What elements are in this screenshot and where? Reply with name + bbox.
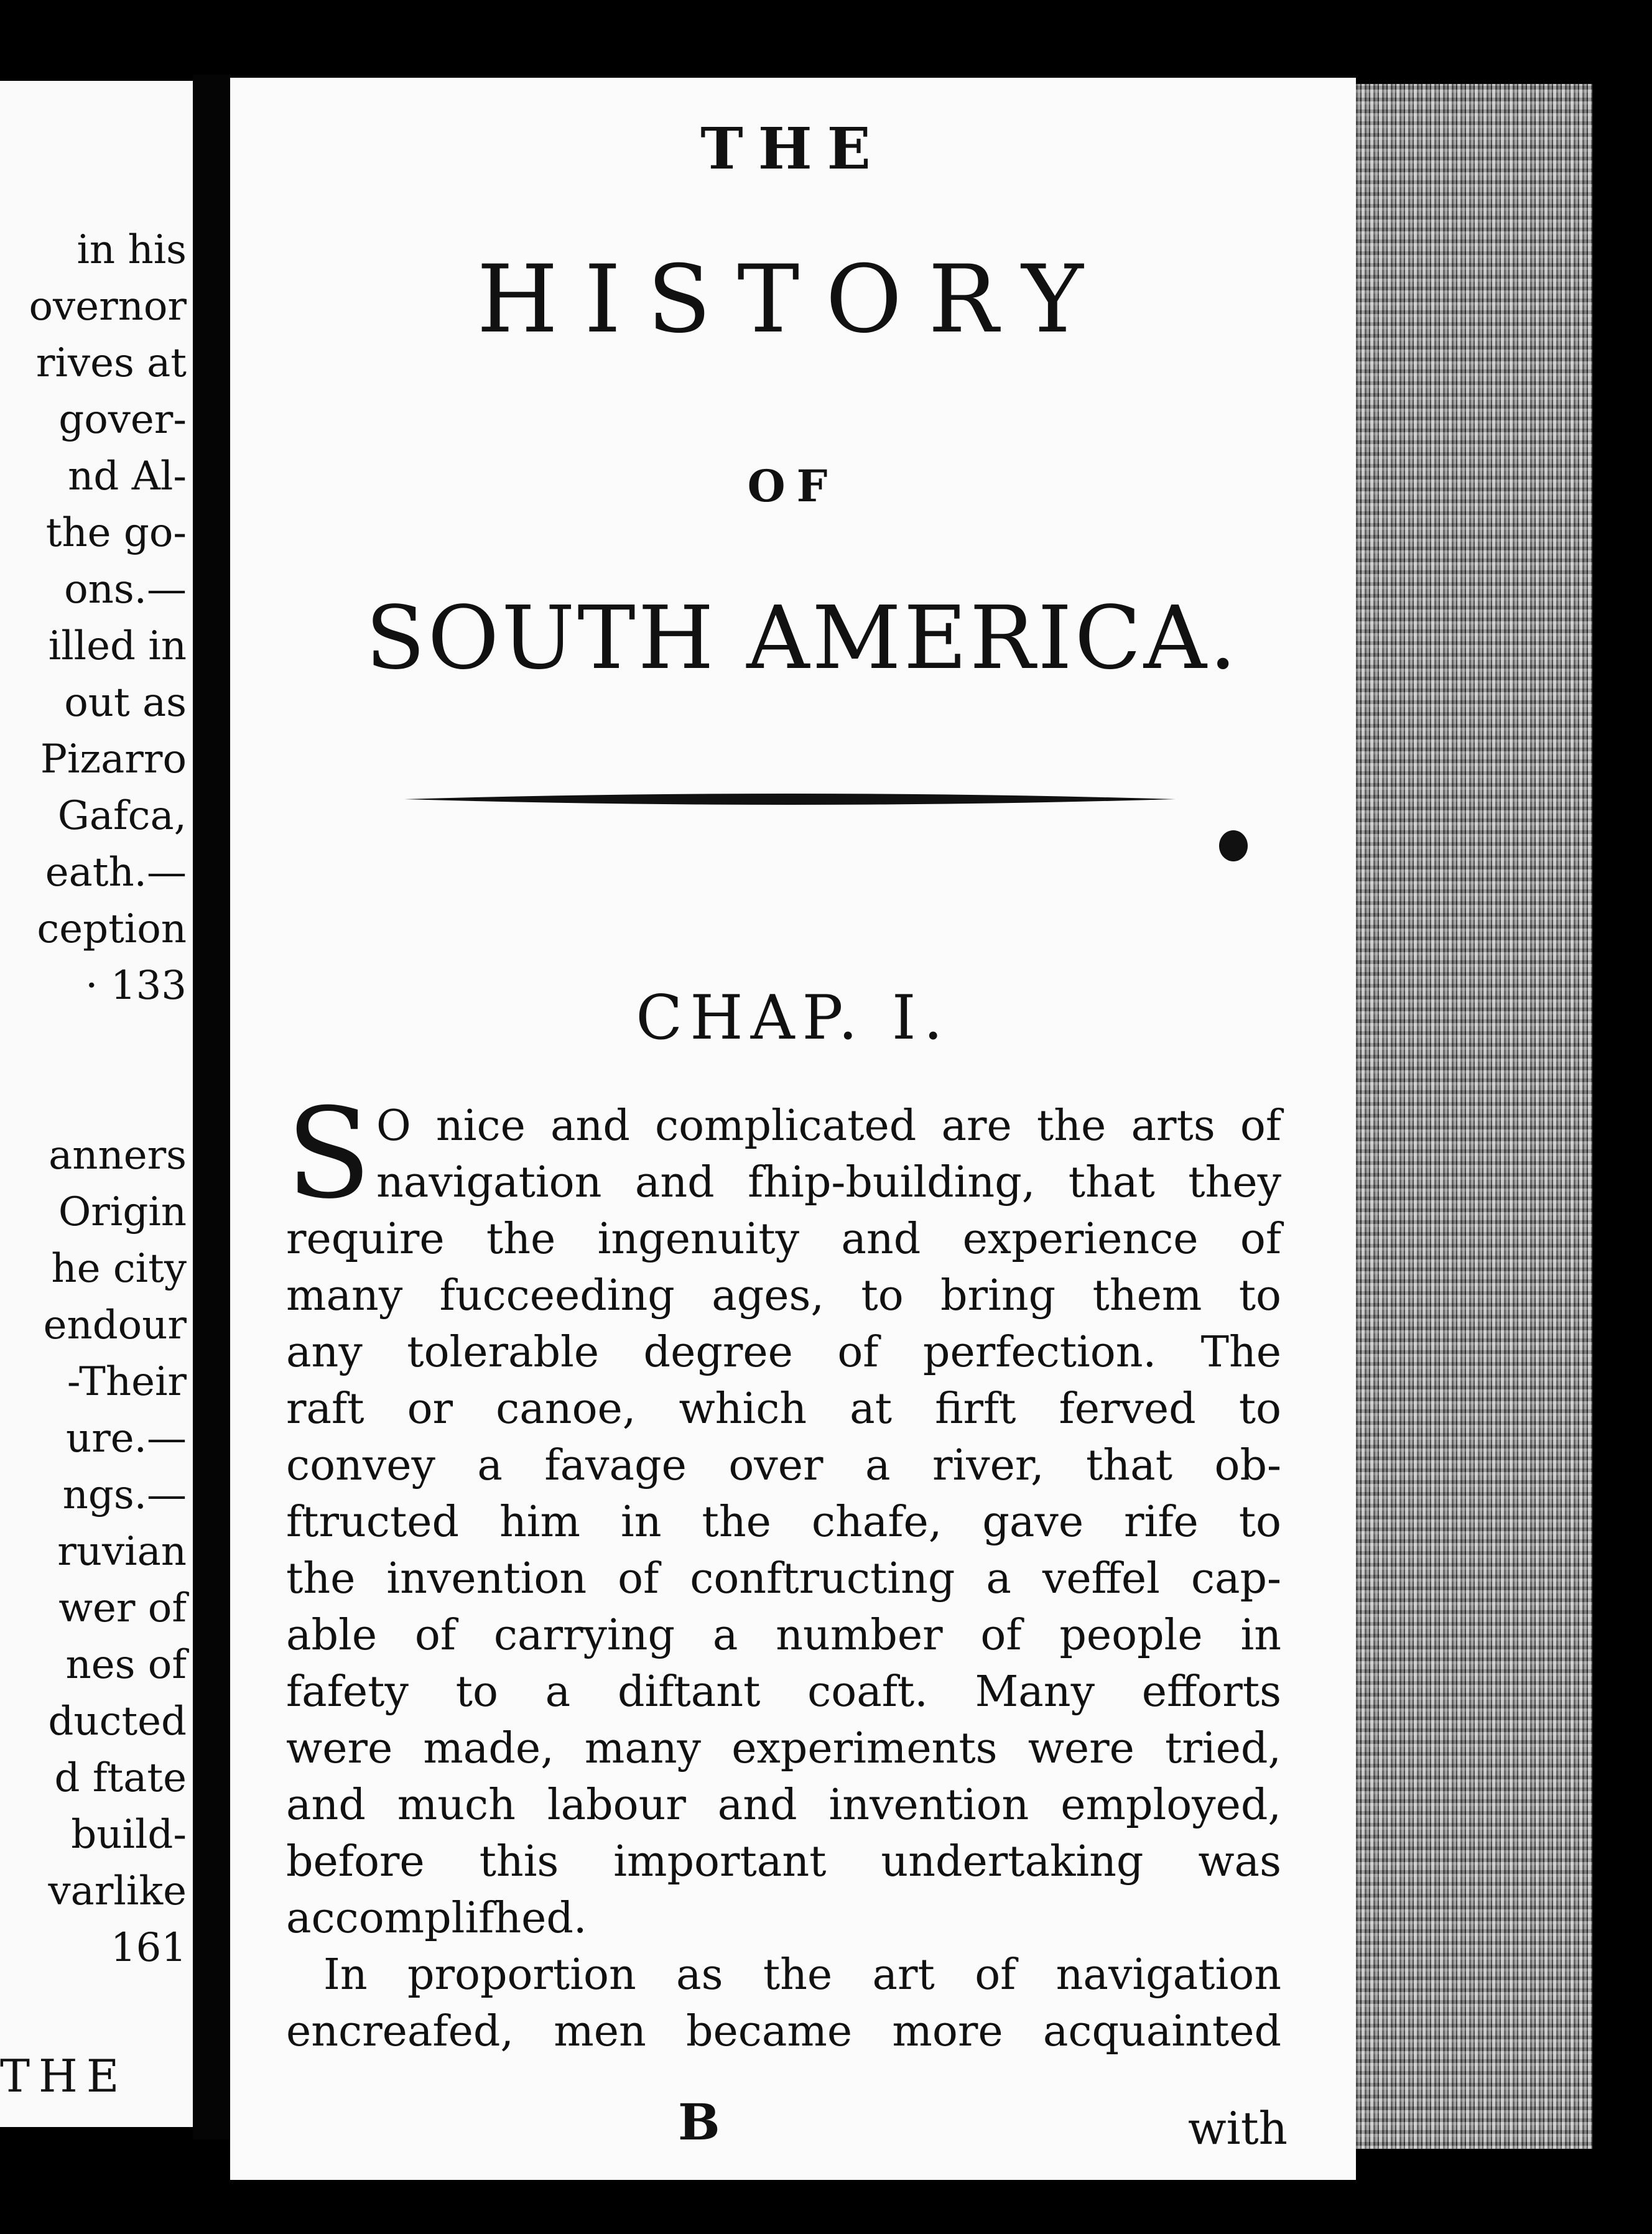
text-line: before this important undertaking was [286, 1837, 1281, 1886]
left-page-line: ure.— [65, 1416, 187, 1462]
text-line: many fucceeding ages, to bring them to [286, 1271, 1281, 1320]
left-page-line: illed in [48, 623, 187, 669]
body-text [286, 1082, 1281, 2060]
left-page-line: Pizarro [40, 736, 187, 782]
facing-page-left [0, 81, 193, 2127]
left-page-line: · 133 [85, 963, 187, 1009]
left-page-line: rives at [35, 340, 187, 386]
left-page-line: 161 [110, 1925, 187, 1971]
text-line: able of carrying a number of people in [286, 1611, 1281, 1660]
text-line: were made, many experiments were tried, [286, 1724, 1281, 1773]
title-of: OF [747, 460, 839, 512]
left-page-line: gover- [58, 397, 187, 443]
left-page-line: overnor [29, 284, 187, 330]
left-catchword: THE [0, 2050, 128, 2102]
left-page-line: ons.— [64, 567, 187, 613]
text-line: raft or canoe, which at firft ferved to [286, 1384, 1281, 1434]
drop-cap: S [286, 1082, 372, 1226]
text-line: accomplifhed. [286, 1894, 587, 1943]
text-line: and much labour and invention employed, [286, 1781, 1281, 1830]
left-page-line: -Their [67, 1359, 187, 1405]
signature-mark: B [678, 2093, 720, 2151]
text-line: encreafed, men became more acquainted [286, 2007, 1281, 2056]
left-page-line: d ftate [54, 1755, 187, 1801]
text-line: In proportion as the art of navigation [323, 1950, 1281, 2000]
left-page-line: in his [77, 227, 187, 273]
left-page-line: ducted [48, 1699, 187, 1745]
title-history: HISTORY [476, 246, 1110, 354]
text-line: require the ingenuity and experience of [286, 1215, 1281, 1264]
left-page-line: ngs.— [62, 1472, 187, 1518]
left-page-line: Gafca, [57, 793, 187, 839]
text-line: the invention of conftructing a veffel cap- [286, 1554, 1281, 1603]
left-page-line: Origin [58, 1189, 187, 1235]
title-the: THE [700, 115, 886, 182]
text-line: any tolerable degree of perfection. The [286, 1328, 1281, 1377]
text-line: O nice and complicated are the arts of [376, 1101, 1281, 1151]
left-page-line: the go- [45, 510, 187, 556]
catchword: with [1188, 2102, 1288, 2154]
left-page-line: endour [43, 1302, 187, 1348]
text-line: ftructed him in the chafe, gave rife to [286, 1498, 1281, 1547]
left-page-line: eath.— [45, 850, 187, 896]
page-edges [1356, 84, 1592, 2149]
ornament-dot-icon [1219, 830, 1248, 861]
decorative-rule [404, 787, 1176, 812]
title-south-america: SOUTH AMERICA. [365, 588, 1240, 689]
chapter-heading: CHAP. I. [636, 983, 950, 1054]
book-gutter [193, 75, 230, 2139]
left-page-line: ruvian [57, 1529, 187, 1575]
left-page-line: wer of [58, 1585, 187, 1631]
left-page-line: anners [49, 1133, 187, 1179]
text-line: fafety to a diftant coaft. Many efforts [286, 1667, 1281, 1717]
left-page-line: build- [71, 1812, 187, 1858]
left-page-line: nd Al- [68, 453, 187, 499]
book-page [230, 78, 1356, 2180]
left-page-line: nes of [65, 1642, 187, 1688]
paragraph-1 [286, 1082, 1281, 1947]
text-line: convey a favage over a river, that ob- [286, 1441, 1281, 1490]
paragraph-2 [286, 1947, 1281, 2060]
left-page-line: ception [37, 906, 187, 952]
left-page-line: out as [64, 680, 187, 726]
left-page-line: varlike [48, 1868, 187, 1914]
left-page-line: he city [51, 1246, 187, 1292]
text-line: navigation and fhip-building, that they [376, 1158, 1281, 1207]
